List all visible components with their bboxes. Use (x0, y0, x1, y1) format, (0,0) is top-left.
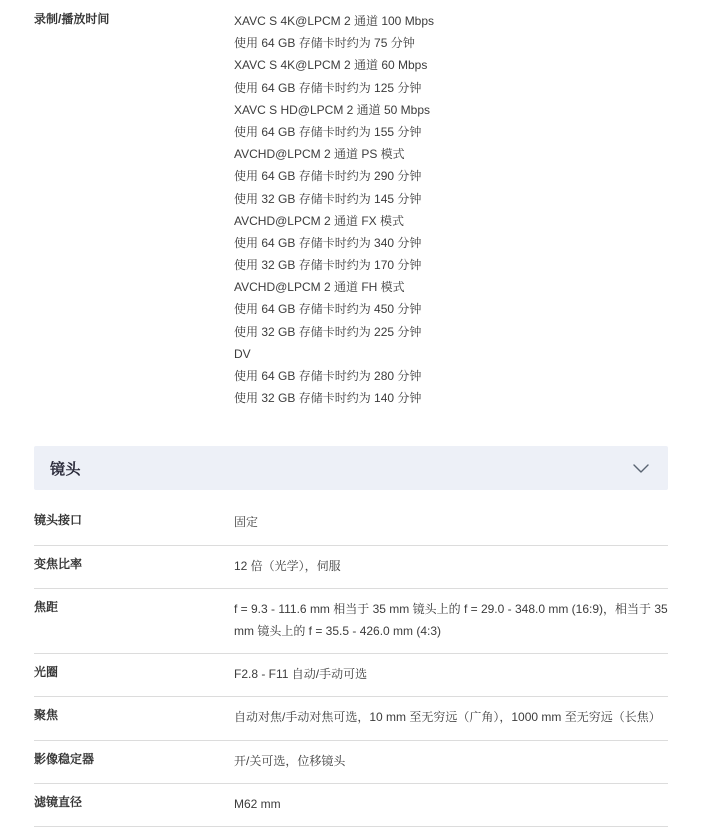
section-title: 镜头 (50, 460, 82, 478)
table-row (34, 0, 668, 420)
value-line: 使用 32 GB 存储卡时约为 170 分钟 (234, 258, 422, 273)
row-value (234, 0, 668, 420)
row-value (234, 783, 668, 826)
value-text: 自动对焦/手动对焦可选，10 mm 至无穷远（广角），1000 mm 至无穷远（长焦） (234, 710, 661, 725)
row-label: 镜头接口 (34, 513, 83, 528)
row-label: 光圈 (34, 665, 59, 680)
row-label: 聚焦 (34, 708, 59, 723)
value-line: 使用 64 GB 存储卡时约为 155 分钟 (234, 124, 422, 139)
row-value (234, 502, 668, 545)
value-line: XAVC S HD@LPCM 2 通道 50 Mbps (234, 102, 431, 117)
row-label: 焦距 (34, 599, 59, 614)
value-text: 固定 (234, 515, 259, 530)
chevron-down-icon[interactable] (630, 457, 652, 479)
table-row (34, 545, 668, 588)
row-label: 录制/播放时间 (34, 12, 110, 26)
table-row (34, 783, 668, 826)
record-playback-table (34, 0, 668, 420)
value-line: XAVC S 4K@LPCM 2 通道 60 Mbps (234, 58, 428, 73)
section-header-lens[interactable] (34, 446, 668, 490)
value-line: 使用 64 GB 存储卡时约为 450 分钟 (234, 302, 422, 317)
table-row (34, 697, 668, 740)
value-line: AVCHD@LPCM 2 通道 FH 模式 (234, 280, 405, 295)
row-value (234, 654, 668, 697)
table-row (34, 654, 668, 697)
row-value (234, 740, 668, 783)
row-value (234, 697, 668, 740)
value-line: 使用 64 GB 存储卡时约为 125 分钟 (234, 80, 422, 95)
value-line: XAVC S 4K@LPCM 2 通道 100 Mbps (234, 14, 435, 28)
value-line: 使用 64 GB 存储卡时约为 280 分钟 (234, 369, 422, 383)
value-line: 使用 64 GB 存储卡时约为 290 分钟 (234, 169, 422, 184)
value-text: 开/关可选，位移镜头 (234, 753, 346, 768)
row-value (234, 588, 668, 653)
value-line: 使用 32 GB 存储卡时约为 145 分钟 (234, 191, 422, 206)
value-line: 使用 64 GB 存储卡时约为 75 分钟 (234, 36, 415, 51)
table-row (34, 740, 668, 783)
value-text: M62 mm (234, 796, 281, 811)
value-line: AVCHD@LPCM 2 通道 PS 模式 (234, 147, 405, 162)
value-line: DV (234, 346, 251, 361)
row-value (234, 545, 668, 588)
row-label: 影像稳定器 (34, 751, 95, 766)
value-line: 使用 32 GB 存储卡时约为 140 分钟 (234, 391, 422, 406)
value-line: 使用 64 GB 存储卡时约为 340 分钟 (234, 235, 422, 250)
value-line: 使用 32 GB 存储卡时约为 225 分钟 (234, 324, 422, 339)
value-text: f = 9.3 - 111.6 mm 相当于 35 mm 镜头上的 f = 29.0 - 348.0 mm (16:9)，相当于 35 mm 镜头上的 f = 35.5 - 426.0 mm (4:3) (234, 601, 668, 638)
row-label: 变焦比率 (34, 556, 83, 571)
value-text: F2.8 - F11 自动/手动可选 (234, 667, 368, 682)
value-text: 12 倍（光学），伺服 (234, 558, 341, 573)
table-row (34, 588, 668, 653)
lens-spec-table (34, 502, 668, 827)
value-line: AVCHD@LPCM 2 通道 FX 模式 (234, 213, 404, 228)
row-label: 滤镜直径 (34, 794, 83, 809)
table-row (34, 502, 668, 545)
